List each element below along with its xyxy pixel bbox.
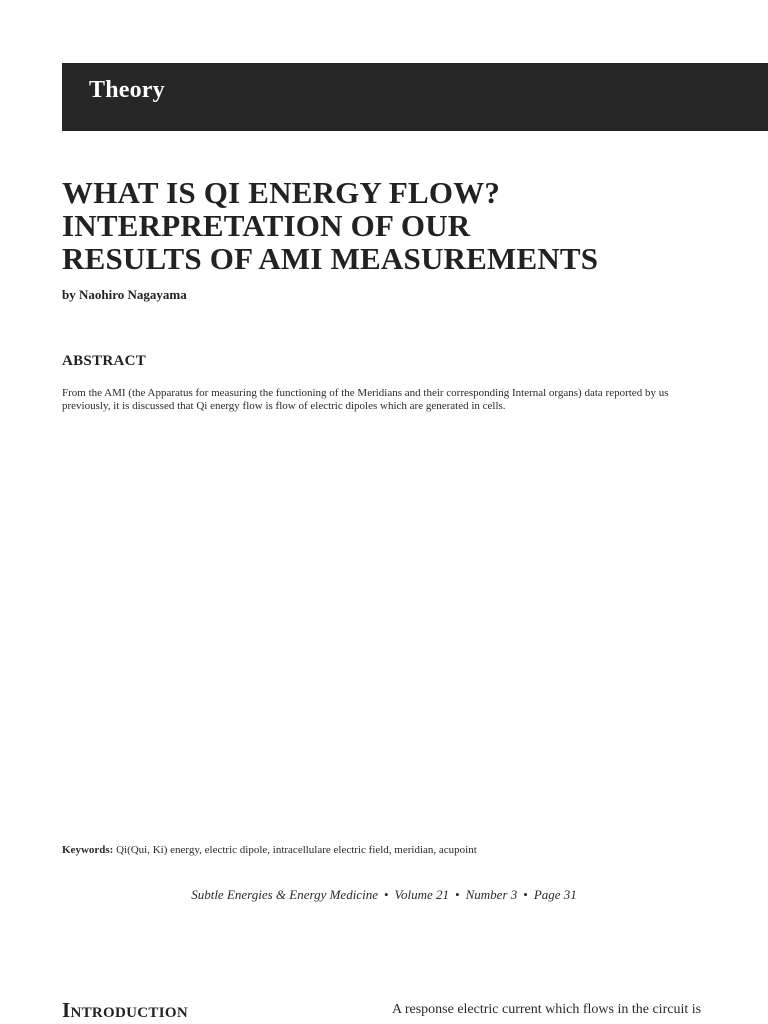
section-header-band [62,63,768,131]
article-title-line: RESULTS OF AMI MEASUREMENTS [62,241,599,276]
journal-page: Page 31 [533,887,577,902]
bullet-separator: • [383,887,389,902]
article-title-line: INTERPRETATION OF OUR [62,208,471,243]
keywords-label: Keywords: [62,844,114,856]
journal-volume: Volume 21 [394,887,450,902]
article-title-line: WHAT IS QI ENERGY FLOW? [62,175,501,210]
bullet-separator: • [455,887,460,902]
abstract-text: From the AMI (the Apparatus for measuring the functioning of the Meridians and their corresponding Internal organs) data reported by us previously, it is discussed that Qi energy flow is flow of electric dipoles which are generated in cells. [62,387,669,412]
journal-name: Subtle Energies & Energy Medicine [191,887,378,902]
keywords-text: Qi(Qui, Ki) energy, electric dipole, intracellulare electric field, meridian, acupoint [113,844,477,856]
introduction-text: A response electric current which flows in the circuit is [392,1002,702,1017]
journal-footer [0,887,768,903]
section-label: Theory [89,77,165,103]
keywords-line [62,844,477,856]
abstract-heading: ABSTRACT [62,353,147,369]
bullet-separator: • [523,887,528,902]
author-byline: by Naohiro Nagayama [62,287,187,302]
journal-number: Number 3 [465,887,518,902]
article-title [62,176,722,275]
introduction-heading: Introduction [62,998,188,1022]
